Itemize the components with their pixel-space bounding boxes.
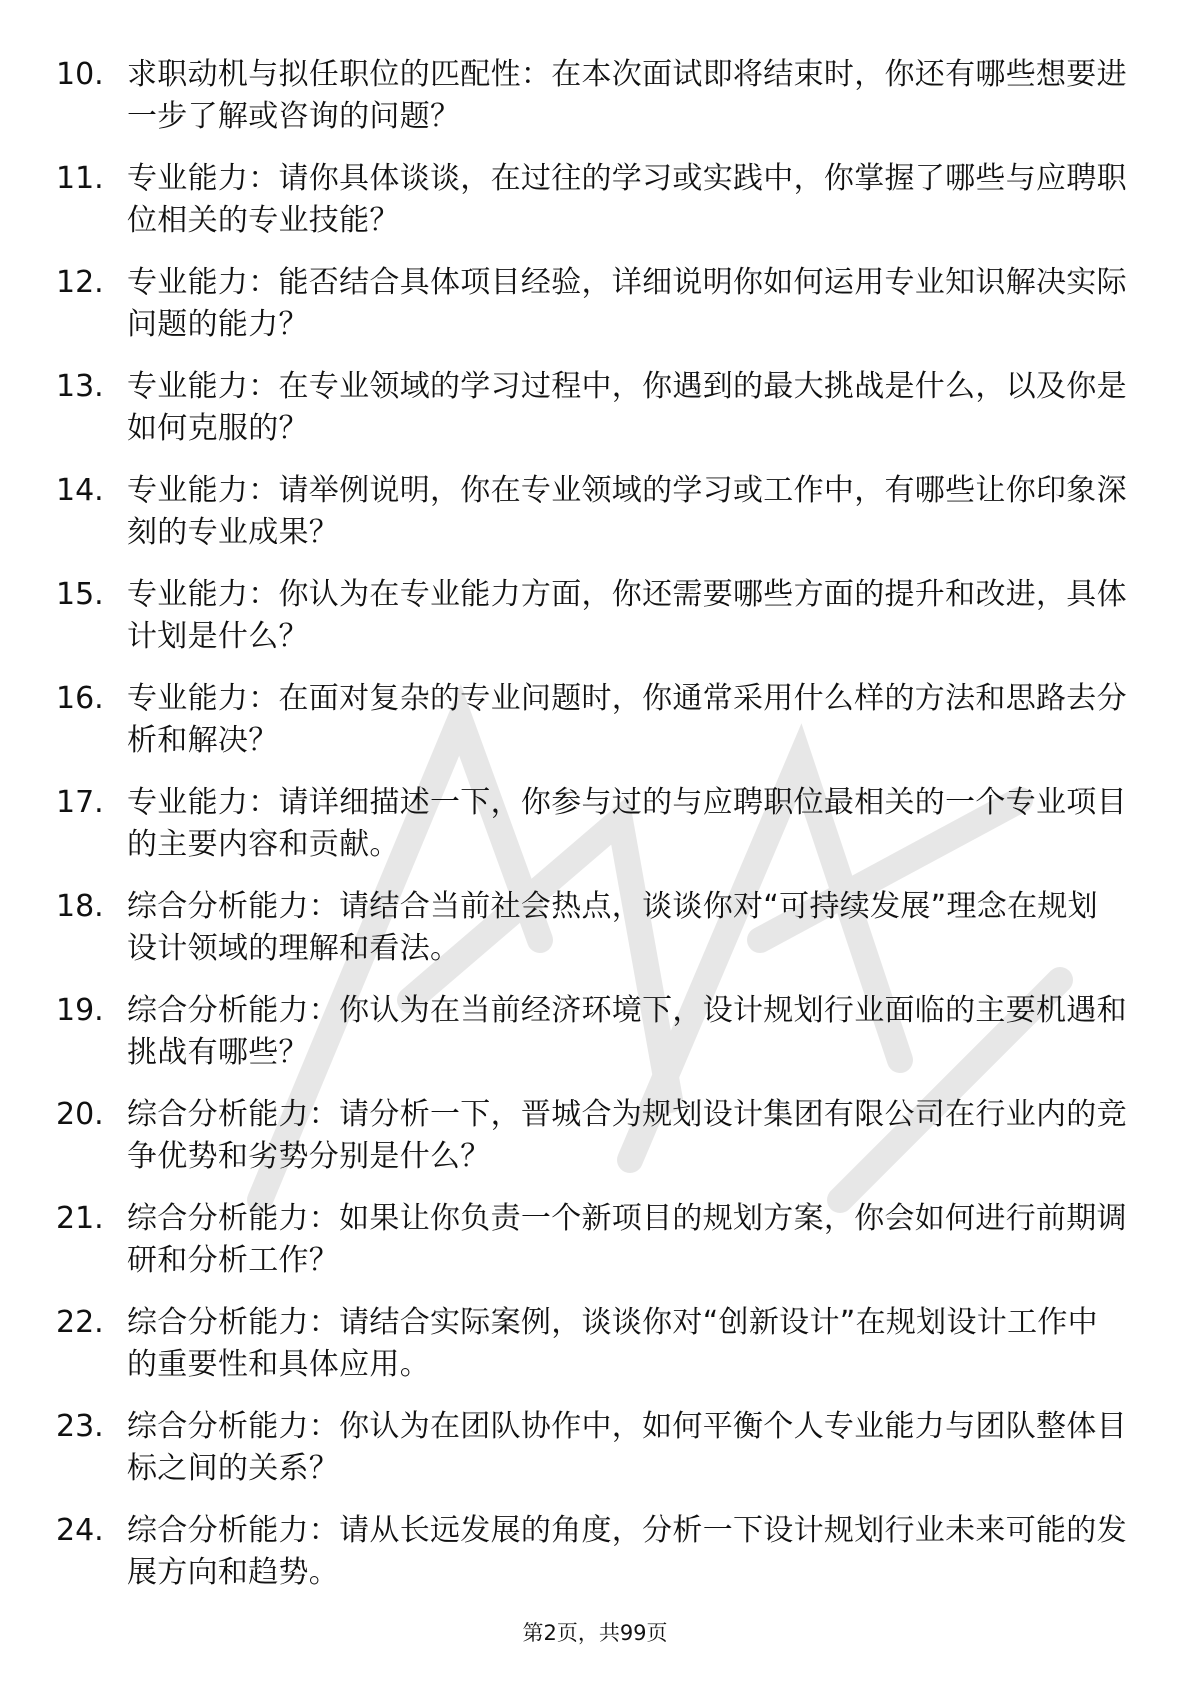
question-number: 14. — [56, 473, 104, 508]
question-text: 综合分析能力：请结合当前社会热点，谈谈你对“可持续发展”理念在规划设计领域的理解和看法。 — [127, 889, 1098, 966]
question-number: 20. — [56, 1097, 104, 1132]
question-item — [56, 366, 1136, 470]
question-number: 15. — [56, 577, 104, 612]
question-item — [56, 54, 1136, 158]
question-item — [56, 1198, 1136, 1302]
question-text: 专业能力：在面对复杂的专业问题时，你通常采用什么样的方法和思路去分析和解决？ — [127, 681, 1127, 758]
question-text: 求职动机与拟任职位的匹配性：在本次面试即将结束时，你还有哪些想要进一步了解或咨询的问题？ — [127, 57, 1127, 134]
question-item — [56, 1510, 1136, 1614]
page-number-footer: 第2页，共99页 — [522, 1621, 668, 1645]
question-number: 22. — [56, 1305, 104, 1340]
question-text: 专业能力：你认为在专业能力方面，你还需要哪些方面的提升和改进，具体计划是什么？ — [127, 577, 1127, 654]
question-text: 专业能力：在专业领域的学习过程中，你遇到的最大挑战是什么，以及你是如何克服的？ — [127, 369, 1127, 446]
question-item — [56, 1302, 1136, 1406]
question-text: 综合分析能力：你认为在团队协作中，如何平衡个人专业能力与团队整体目标之间的关系？ — [127, 1409, 1127, 1486]
question-item — [56, 1094, 1136, 1198]
question-number: 19. — [56, 993, 104, 1028]
question-number: 11. — [56, 161, 104, 196]
question-item — [56, 886, 1136, 990]
question-text: 综合分析能力：请结合实际案例，谈谈你对“创新设计”在规划设计工作中的重要性和具体应用。 — [127, 1305, 1098, 1382]
question-item — [56, 1406, 1136, 1510]
question-text: 综合分析能力：请分析一下，晋城合为规划设计集团有限公司在行业内的竞争优势和劣势分别是什么？ — [127, 1097, 1127, 1174]
question-text: 综合分析能力：如果让你负责一个新项目的规划方案，你会如何进行前期调研和分析工作？ — [127, 1201, 1127, 1278]
question-item — [56, 262, 1136, 366]
question-list — [56, 54, 1136, 1614]
question-item — [56, 158, 1136, 262]
question-text: 专业能力：请详细描述一下，你参与过的与应聘职位最相关的一个专业项目的主要内容和贡献。 — [127, 785, 1127, 862]
question-item — [56, 470, 1136, 574]
question-number: 12. — [56, 265, 104, 300]
question-number: 17. — [56, 785, 104, 820]
question-number: 18. — [56, 889, 104, 924]
question-text: 专业能力：请你具体谈谈，在过往的学习或实践中，你掌握了哪些与应聘职位相关的专业技能？ — [127, 161, 1127, 238]
question-text: 综合分析能力：你认为在当前经济环境下，设计规划行业面临的主要机遇和挑战有哪些？ — [127, 993, 1127, 1070]
question-text: 专业能力：请举例说明，你在专业领域的学习或工作中，有哪些让你印象深刻的专业成果？ — [127, 473, 1127, 550]
question-number: 10. — [56, 57, 104, 92]
question-item — [56, 678, 1136, 782]
question-number: 24. — [56, 1513, 104, 1548]
question-text: 综合分析能力：请从长远发展的角度，分析一下设计规划行业未来可能的发展方向和趋势。 — [127, 1513, 1127, 1590]
question-number: 23. — [56, 1409, 104, 1444]
question-text: 专业能力：能否结合具体项目经验，详细说明你如何运用专业知识解决实际问题的能力？ — [127, 265, 1127, 342]
question-item — [56, 990, 1136, 1094]
question-number: 16. — [56, 681, 104, 716]
question-item — [56, 782, 1136, 886]
question-number: 13. — [56, 369, 104, 404]
question-item — [56, 574, 1136, 678]
question-number: 21. — [56, 1201, 104, 1236]
